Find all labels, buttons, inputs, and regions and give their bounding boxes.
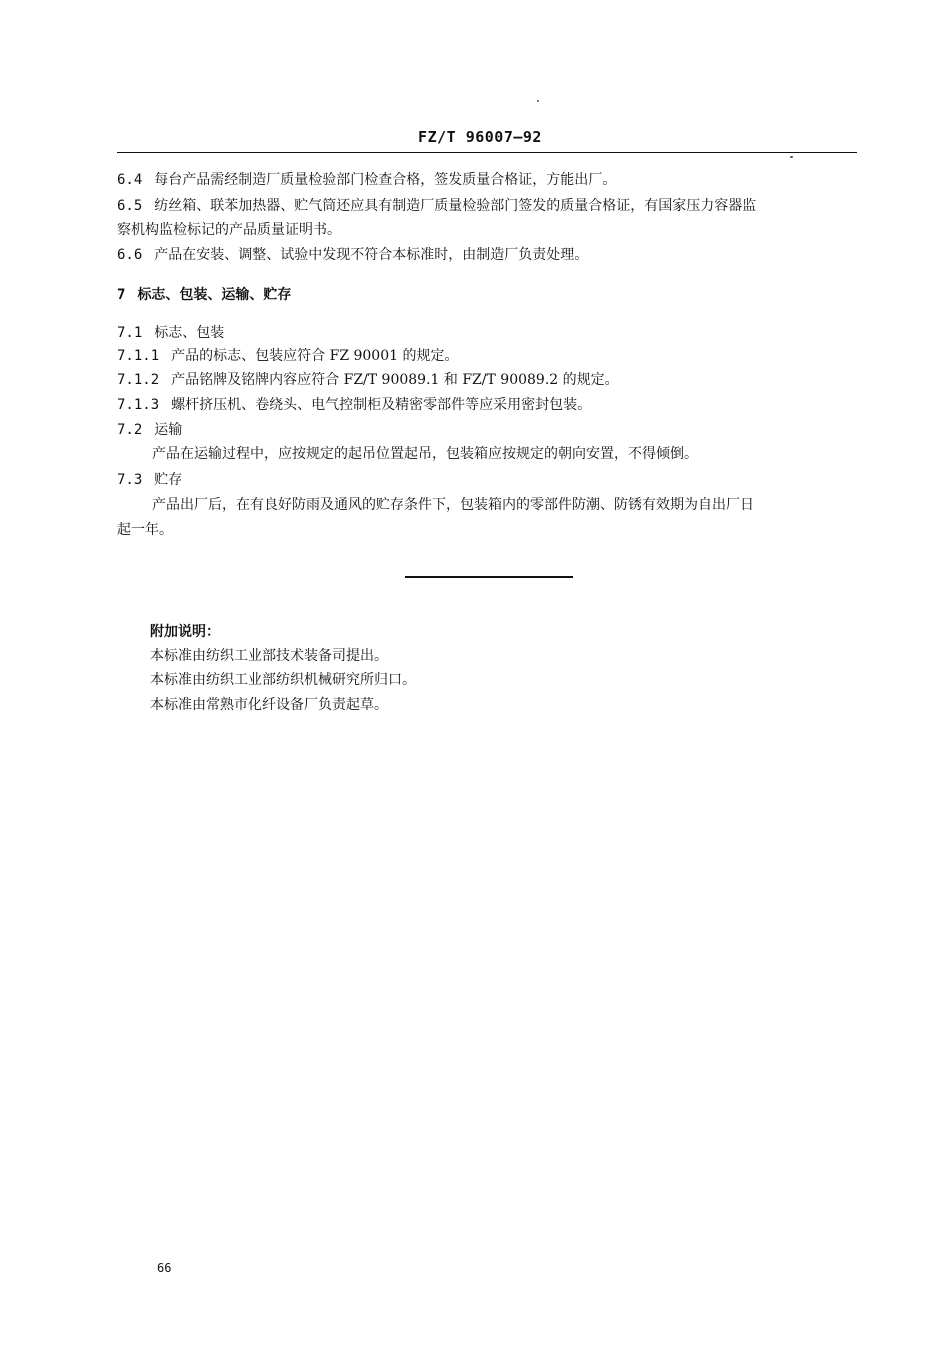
- clause-7-1-3: [117, 395, 591, 415]
- clause-text: 产品的标志、包装应符合 FZ 90001 的规定。: [171, 348, 459, 364]
- clause-number: 7.1.2: [117, 372, 160, 388]
- clause-7-3-paragraph: 产品出厂后，在有良好防雨及通风的贮存条件下，包装箱内的零部件防潮、防锈有效期为自出厂日: [152, 497, 754, 513]
- clause-text: 纺丝箱、联苯加热器、贮气筒还应具有制造厂质量检验部门签发的质量合格证，有国家压力容器监: [154, 198, 757, 214]
- clause-number: 7.1.3: [117, 397, 160, 413]
- clause-text: 标志、包装: [154, 325, 225, 341]
- clause-text: 螺杆挤压机、卷绕头、电气控制柜及精密零部件等应采用密封包装。: [171, 397, 592, 413]
- section-number: 7: [117, 287, 126, 303]
- clause-7-1-2: [117, 370, 619, 390]
- clause-text: 每台产品需经制造厂质量检验部门检查合格，签发质量合格证，方能出厂。: [154, 172, 617, 188]
- clause-7-1-1: [117, 346, 458, 366]
- clause-6-6: [117, 245, 588, 265]
- additional-note-line: 本标准由纺织工业部技术装备司提出。: [150, 648, 388, 664]
- section-7-heading: [117, 285, 291, 305]
- clause-6-4: [117, 170, 616, 190]
- standard-number-header: FZ/T 96007—92: [418, 128, 542, 146]
- header-rule: [117, 152, 857, 153]
- clause-7-2-paragraph: 产品在运输过程中，应按规定的起吊位置起吊，包装箱应按规定的朝向安置，不得倾倒。: [152, 446, 698, 462]
- clause-6-5: [117, 196, 756, 216]
- clause-number: 7.3: [117, 472, 143, 488]
- clause-text: 产品铭牌及铭牌内容应符合 FZ/T 90089.1 和 FZ/T 90089.2 的规定。: [171, 372, 619, 388]
- additional-note-line: 本标准由纺织工业部纺织机械研究所归口。: [150, 672, 416, 688]
- clause-number: 6.4: [117, 172, 143, 188]
- clause-7-3: [117, 470, 182, 490]
- clause-number: 6.6: [117, 247, 143, 263]
- clause-text: 贮存: [154, 472, 183, 488]
- clause-7-1: [117, 323, 224, 343]
- end-of-text-rule: [405, 576, 573, 578]
- clause-text: 产品在安装、调整、试验中发现不符合本标准时，由制造厂负责处理。: [154, 247, 589, 263]
- clause-6-5-continuation: 察机构监检标记的产品质量证明书。: [117, 222, 341, 238]
- clause-number: 6.5: [117, 198, 143, 214]
- scan-speck: [790, 156, 793, 158]
- additional-note-line: 本标准由常熟市化纤设备厂负责起草。: [150, 697, 388, 713]
- additional-notes-title: 附加说明：: [150, 624, 220, 640]
- section-title: 标志、包装、运输、贮存: [137, 287, 292, 303]
- page-number: 66: [157, 1261, 172, 1275]
- clause-number: 7.1: [117, 325, 143, 341]
- clause-number: 7.1.1: [117, 348, 160, 364]
- clause-number: 7.2: [117, 422, 143, 438]
- clause-7-2: [117, 420, 182, 440]
- clause-7-3-continuation: 起一年。: [117, 522, 173, 538]
- clause-text: 运输: [154, 422, 183, 438]
- scan-speck: [537, 100, 539, 102]
